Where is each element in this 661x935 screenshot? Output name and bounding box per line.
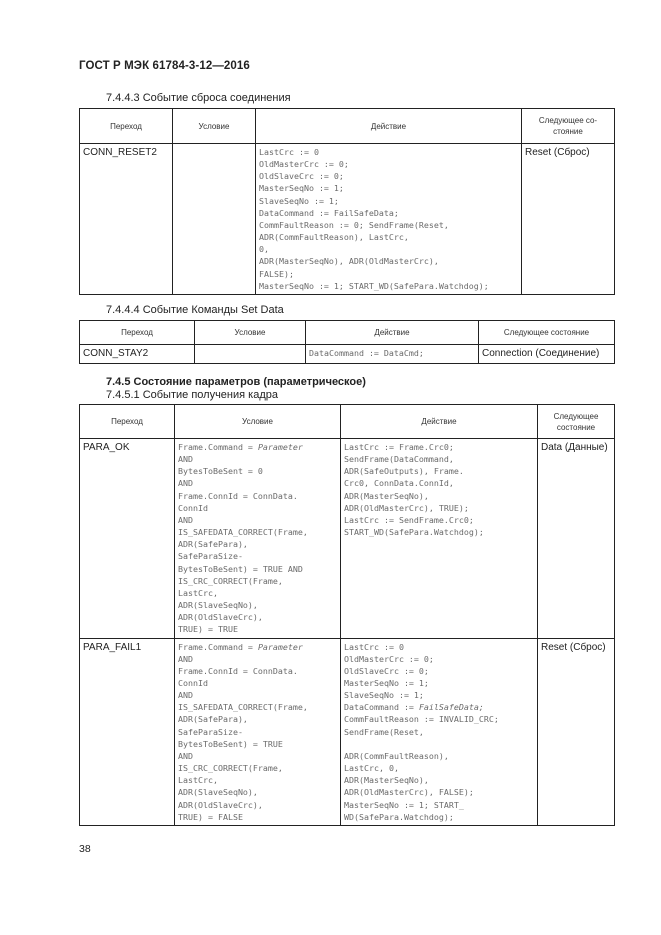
col-header-next-state: Следующее со- стояние (522, 109, 615, 144)
condition-rest: AND Frame.ConnId = ConnData. ConnId AND IS_SAFEDATA_CORRECT(Frame, ADR(SafePara), SafeParaSize- BytesToBeSent) = TRUE AND IS_CRC_CORRECT(Frame, LastCrc, ADR(SlaveSeqNo), ADR(OldSlaveCrc), TRUE) = FALSE (178, 653, 308, 822)
condition-line: Frame.Command = (178, 442, 258, 452)
condition-line: Frame.Command = (178, 641, 258, 652)
col-header-condition: Условие (195, 321, 306, 345)
cell-action (341, 439, 538, 639)
cell-action: DataCommand := DataCmd; (306, 345, 479, 364)
table-row (80, 345, 615, 364)
table-row (80, 439, 615, 639)
condition-italic: Parameter (257, 641, 303, 652)
col-header-transition: Переход (80, 109, 173, 144)
cell-transition: CONN_STAY2 (80, 345, 195, 364)
table-row (80, 638, 615, 825)
cell-next-state: Reset (Сброс) (538, 638, 615, 825)
cell-condition (173, 144, 256, 295)
cell-condition (175, 439, 341, 639)
document-header: ГОСТ Р МЭК 61784-3-12—2016 (79, 60, 250, 72)
cell-next-state: Data (Данные) (538, 439, 615, 639)
col-header-condition: Условие (173, 109, 256, 144)
table-conn-reset (79, 108, 615, 295)
action-part: LastCrc := Frame.Crc0; SendFrame(DataCommand, ADR(SafeOutputs), Frame. Crc0, ConnData.ConnId, ADR(MasterSeqNo), ADR(OldMasterCrc), TRUE); LastCrc := SendFrame.Crc0; START_WD(SafePara.Watchdog); (344, 442, 484, 538)
table-row (80, 144, 615, 295)
table-set-data (79, 320, 615, 364)
cell-condition (195, 345, 306, 364)
section-caption-7-4-4-4: 7.4.4.4 Событие Команды Set Data (106, 304, 284, 316)
col-header-next-state: Следующее состояние (538, 405, 615, 439)
cell-next-state: Reset (Сброс) (522, 144, 615, 295)
col-header-action: Действие (306, 321, 479, 345)
col-header-condition: Условие (175, 405, 341, 439)
cell-condition (175, 638, 341, 825)
cell-next-state: Connection (Соединение) (479, 345, 615, 364)
cell-transition: PARA_OK (80, 439, 175, 639)
cell-action: LastCrc := 0 OldMasterCrc := 0; OldSlaveCrc := 0; MasterSeqNo := 1; SlaveSeqNo := 1; DataCommand := FailSafeData; CommFaultReason := 0; SendFrame(Reset, ADR(CommFaultReason), LastCrc, 0, ADR(MasterSeqNo), ADR(OldMasterCrc), FALSE); MasterSeqNo := 1; START_WD(SafePara.Watchdog); (256, 144, 522, 295)
col-header-transition: Переход (80, 405, 175, 439)
section-title-7-4-5: 7.4.5 Состояние параметров (параметрическое) (106, 376, 366, 388)
action-italic: FailSafeData; (418, 702, 484, 713)
col-header-next-state: Следующее состояние (479, 321, 615, 345)
condition-rest: AND BytesToBeSent = 0 AND Frame.ConnId = ConnData. ConnId AND IS_SAFEDATA_CORRECT(Frame, ADR(SafePara), SafeParaSize- BytesToBeSent) = TRUE AND IS_CRC_CORRECT(Frame, LastCrc, ADR(SlaveSeqNo), ADR(OldSlaveCrc), TRUE) = TRUE (178, 454, 308, 635)
condition-italic: Parameter (257, 442, 303, 452)
col-header-action: Действие (256, 109, 522, 144)
action-rest: CommFaultReason := INVALID_CRC; SendFrame(Reset, ADR(CommFaultReason), LastCrc, 0, ADR(MasterSeqNo), ADR(OldMasterCrc), FALSE); MasterSeqNo := 1; START_ WD(SafePara.Watchdog); (344, 714, 499, 822)
cell-action (341, 638, 538, 825)
cell-transition: PARA_FAIL1 (80, 638, 175, 825)
col-header-action: Действие (341, 405, 538, 439)
col-header-transition: Переход (80, 321, 195, 345)
cell-transition: CONN_RESET2 (80, 144, 173, 295)
table-frame-receive (79, 404, 615, 826)
action-part: LastCrc := 0 OldMasterCrc := 0; OldSlaveCrc := 0; MasterSeqNo := 1; SlaveSeqNo := 1; DataCommand := (344, 641, 434, 713)
section-caption-7-4-5-1: 7.4.5.1 Событие получения кадра (106, 389, 278, 401)
page-number: 38 (79, 843, 91, 855)
section-caption-7-4-4-3: 7.4.4.3 Событие сброса соединения (106, 92, 291, 104)
